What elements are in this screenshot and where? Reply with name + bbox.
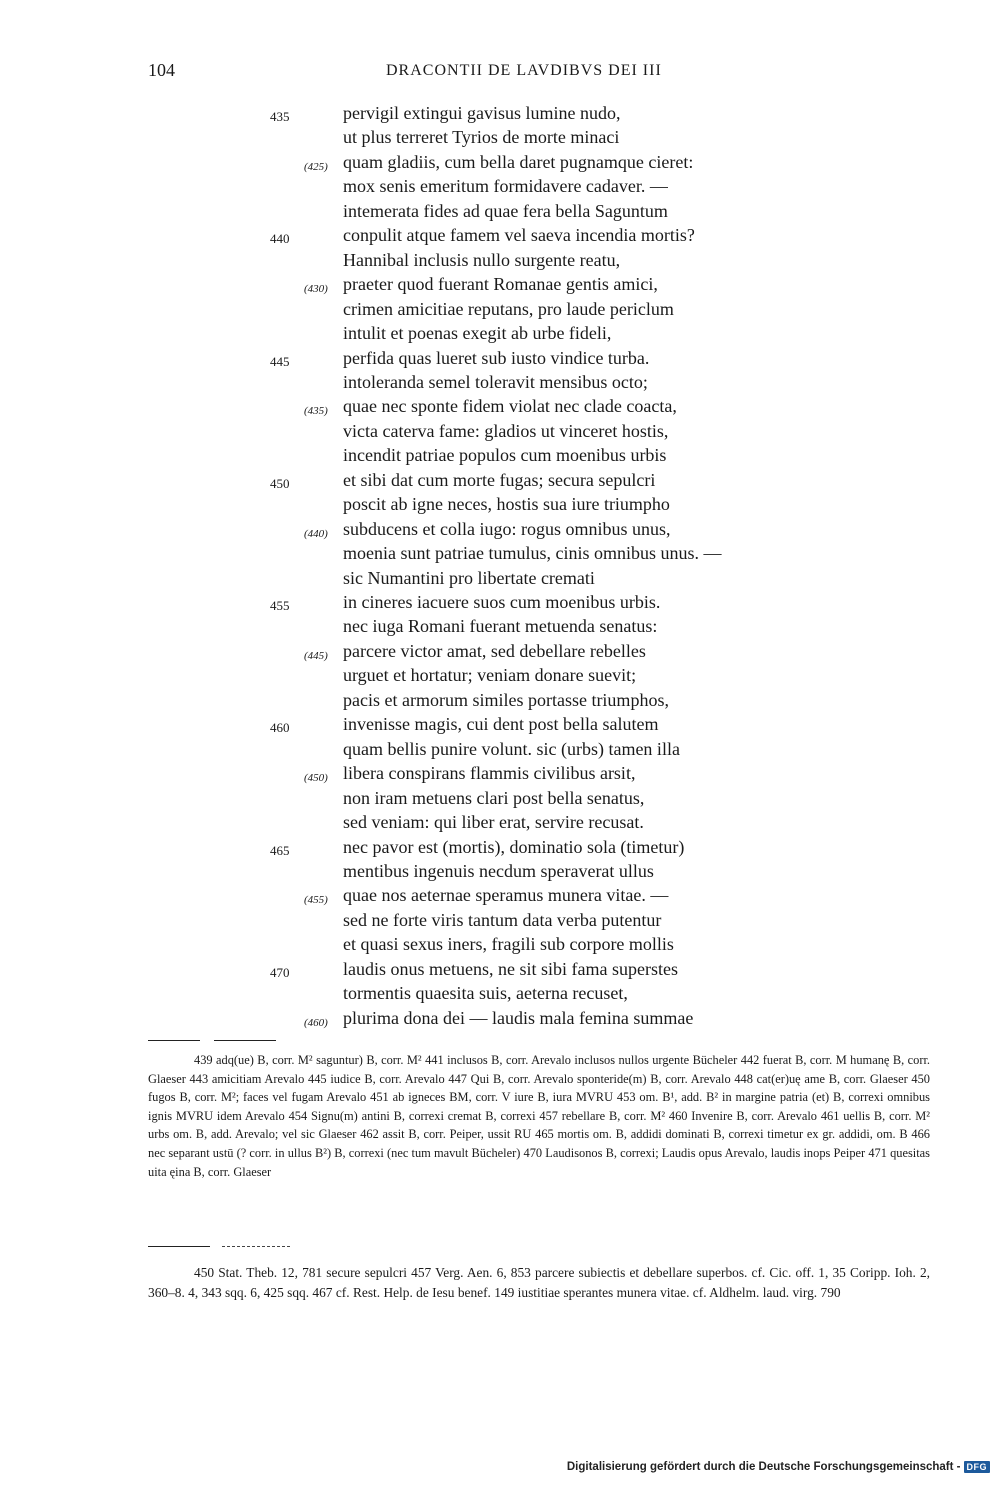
verse-line (0, 663, 1000, 688)
credit-text: Digitalisierung gefördert durch die Deutsche Forschungsgemeinschaft - (566, 1461, 961, 1473)
verse-line (0, 321, 1000, 346)
old-line-number: (435) (304, 405, 328, 418)
verse-line (0, 1006, 1000, 1031)
verse-text: tormentis quaesita suis, aeterna recuset, (343, 983, 628, 1004)
verse-line (0, 297, 1000, 322)
old-line-number: (450) (304, 772, 328, 785)
line-number: 440 (270, 231, 290, 247)
verse-line (0, 835, 1000, 860)
verse-line (0, 443, 1000, 468)
dfg-logo: DFG (964, 1461, 991, 1473)
verse-text: incendit patriae populos cum moenibus urbis (343, 445, 667, 466)
verse-line (0, 639, 1000, 664)
verse-line (0, 223, 1000, 248)
verse-text: laudis onus metuens, ne sit sibi fama superstes (343, 958, 678, 979)
old-line-number: (440) (304, 527, 328, 540)
line-number: 450 (270, 475, 290, 491)
verse-line (0, 761, 1000, 786)
line-number: 445 (270, 353, 290, 369)
verse-line (0, 810, 1000, 835)
verse-line (0, 199, 1000, 224)
verse-line (0, 468, 1000, 493)
verse-text: et sibi dat cum morte fugas; secura sepulcri (343, 469, 656, 490)
verse-line (0, 272, 1000, 297)
old-line-number: (455) (304, 894, 328, 907)
old-line-number: (445) (304, 649, 328, 662)
verse-text: parcere victor amat, sed debellare rebelles (343, 640, 646, 661)
verse-text: victa caterva fame: gladios ut vinceret hostis, (343, 420, 669, 441)
verse-text: ut plus terreret Tyrios de morte minaci (343, 127, 620, 148)
verse-text: quae nos aeternae speramus munera vitae. — (343, 885, 669, 906)
verse-text: mox senis emeritum formidavere cadaver. — (343, 176, 668, 197)
running-title: DRACONTII DE LAVDIBVS DEI III (386, 62, 662, 79)
verse-line (0, 492, 1000, 517)
footnote-rule (148, 1040, 200, 1041)
line-number: 455 (270, 598, 290, 613)
verse-text: intoleranda semel toleravit mensibus octo; (343, 371, 648, 392)
verse-text: Hannibal inclusis nullo surgente reatu, (343, 249, 621, 270)
verse-text: crimen amicitiae reputans, pro laude periclum (343, 298, 674, 319)
verse-text: conpulit atque famem vel saeva incendia mortis? (343, 225, 695, 246)
old-line-number: (425) (304, 160, 328, 173)
verse-line (0, 101, 1000, 126)
verse-text: mentibus ingenuis necdum speraverat ullus (343, 860, 654, 881)
verse-line (0, 908, 1000, 933)
verse-text: quam bellis punire volunt. sic (urbs) tamen illa (343, 738, 680, 759)
page-number: 104 (148, 60, 175, 80)
verse-line (0, 981, 1000, 1006)
line-number: 470 (270, 964, 290, 980)
verse-text: quam gladiis, cum bella daret pugnamque cieret: (343, 151, 694, 172)
digitization-credit (567, 1461, 990, 1473)
verse-line (0, 688, 1000, 713)
verse-line (0, 614, 1000, 639)
verse-line (0, 737, 1000, 762)
verse-line (0, 786, 1000, 811)
old-line-number: (460) (304, 1016, 328, 1029)
verse-line (0, 957, 1000, 982)
verse-line (0, 248, 1000, 273)
verse-text: invenisse magis, cui dent post bella salutem (343, 714, 659, 735)
verse-text: intemerata fides ad quae fera bella Saguntum (343, 200, 668, 221)
footnote-rule (222, 1246, 290, 1247)
verse-text: urguet et hortatur; veniam donare suevit; (343, 665, 637, 686)
verse-line (0, 712, 1000, 737)
verse-text: moenia sunt patriae tumulus, cinis omnibus unus. — (343, 543, 722, 564)
verse-line (0, 370, 1000, 395)
verse-text: nec iuga Romani fuerant metuenda senatus: (343, 616, 658, 637)
verse-line (0, 419, 1000, 444)
verse-text: libera conspirans flammis civilibus arsit, (343, 763, 636, 784)
verse-text: non iram metuens clari post bella senatus, (343, 787, 645, 808)
verse-text: poscit ab igne neces, hostis sua iure triumpho (343, 494, 670, 515)
verse-text: in cineres iacuere suos cum moenibus urbis. (343, 592, 661, 612)
verse-text: perfida quas lueret sub iusto vindice turba. (343, 347, 650, 368)
verse-text: praeter quod fuerant Romanae gentis amici, (343, 274, 658, 295)
verse-line (0, 125, 1000, 150)
verse-line (0, 150, 1000, 175)
line-number: 465 (270, 842, 290, 858)
verse-line (0, 566, 1000, 591)
verse-line (0, 932, 1000, 957)
line-number: 460 (270, 720, 290, 736)
verse-text: nec pavor est (mortis), dominatio sola (timetur) (343, 836, 685, 857)
running-header (148, 60, 930, 84)
verse-text: pacis et armorum similes portasse triumphos, (343, 689, 669, 710)
verse-line (0, 394, 1000, 419)
verse-text: quae nec sponte fidem violat nec clade coacta, (343, 396, 677, 417)
verse-line (0, 859, 1000, 884)
verse-line (0, 541, 1000, 566)
footnote-rule (214, 1040, 276, 1041)
verse-text: pervigil extingui gavisus lumine nudo, (343, 103, 621, 123)
verse-line (0, 174, 1000, 199)
testimonia: 450 Stat. Theb. 12, 781 secure sepulcri 457 Verg. Aen. 6, 853 parcere subiectis et debellare superbos. cf. Cic. off. 1, 35 Coripp. Ioh. 2, 360–8. 4, 343 sqq. 6, 425 sqq. 467 cf. Rest. Help. de Iesu benef. 149 iustitiae sperantes munera vitae. cf. Aldhelm. laud. virg. 790 (148, 1265, 930, 1300)
verse-line (0, 517, 1000, 542)
verse-text: sed ne forte viris tantum data verba putentur (343, 909, 662, 930)
verse-line (0, 883, 1000, 908)
verse-text: plurima dona dei — laudis mala femina summae (343, 1007, 694, 1028)
verse-text: et quasi sexus iners, fragili sub corpore mollis (343, 934, 674, 955)
verse-text: sed veniam: qui liber erat, servire recusat. (343, 812, 644, 833)
old-line-number: (430) (304, 283, 328, 296)
verse-text: sic Numantini pro libertate cremati (343, 567, 595, 588)
footnote-rule (148, 1246, 210, 1247)
verse-line (0, 346, 1000, 371)
verse-line (0, 590, 1000, 615)
verse-text: subducens et colla iugo: rogus omnibus unus, (343, 518, 671, 539)
verse-text: intulit et poenas exegit ab urbe fideli, (343, 323, 612, 344)
line-number: 435 (270, 109, 290, 124)
apparatus-criticus: 439 adq(ue) B, corr. M² saguntur) B, corr. M² 441 inclusos B, corr. Arevalo inclusos nullos urgente Bücheler 442 fuerat B, corr. M humanę B, corr. Glaeser 443 amicitiam Arevalo 445 iudice B, corr. Arevalo 447 Qui B, corr. Arevalo sponteride(m) B, corr. Arevalo 448 cat(er)uę ame B, corr. Glaeser 450 fugos B, corr. M²; faces vel fugam Arevalo 451 ab igneces BM, corr. V iure B, iura MVRU 453 om. B¹, add. B² in margine patria (et) B, correxi omnibus ignis MVRU idem Arevalo 454 Signu(m) antini B, correxi cremat B, correxi 457 rebellare B, corr. M² 460 Invenire B, corr. Arevalo 461 uellis B, corr. M² urbs om. B, add. Arevalo; vel sic Glaeser 462 assit B, corr. Peiper, ussit RU 465 mortis om. B, addidi dominati B, correxi timetur ex gr. addidi, om. B 466 nec separant ustū (? corr. in ullus B²) B, correxi (nec tum mavult Bücheler) 470 Laudisonos B, correxi; Laudis opus Arevalo, laudis inops Peiper 471 quesitas uita ęina B, corr. Glaeser (148, 1053, 930, 1179)
